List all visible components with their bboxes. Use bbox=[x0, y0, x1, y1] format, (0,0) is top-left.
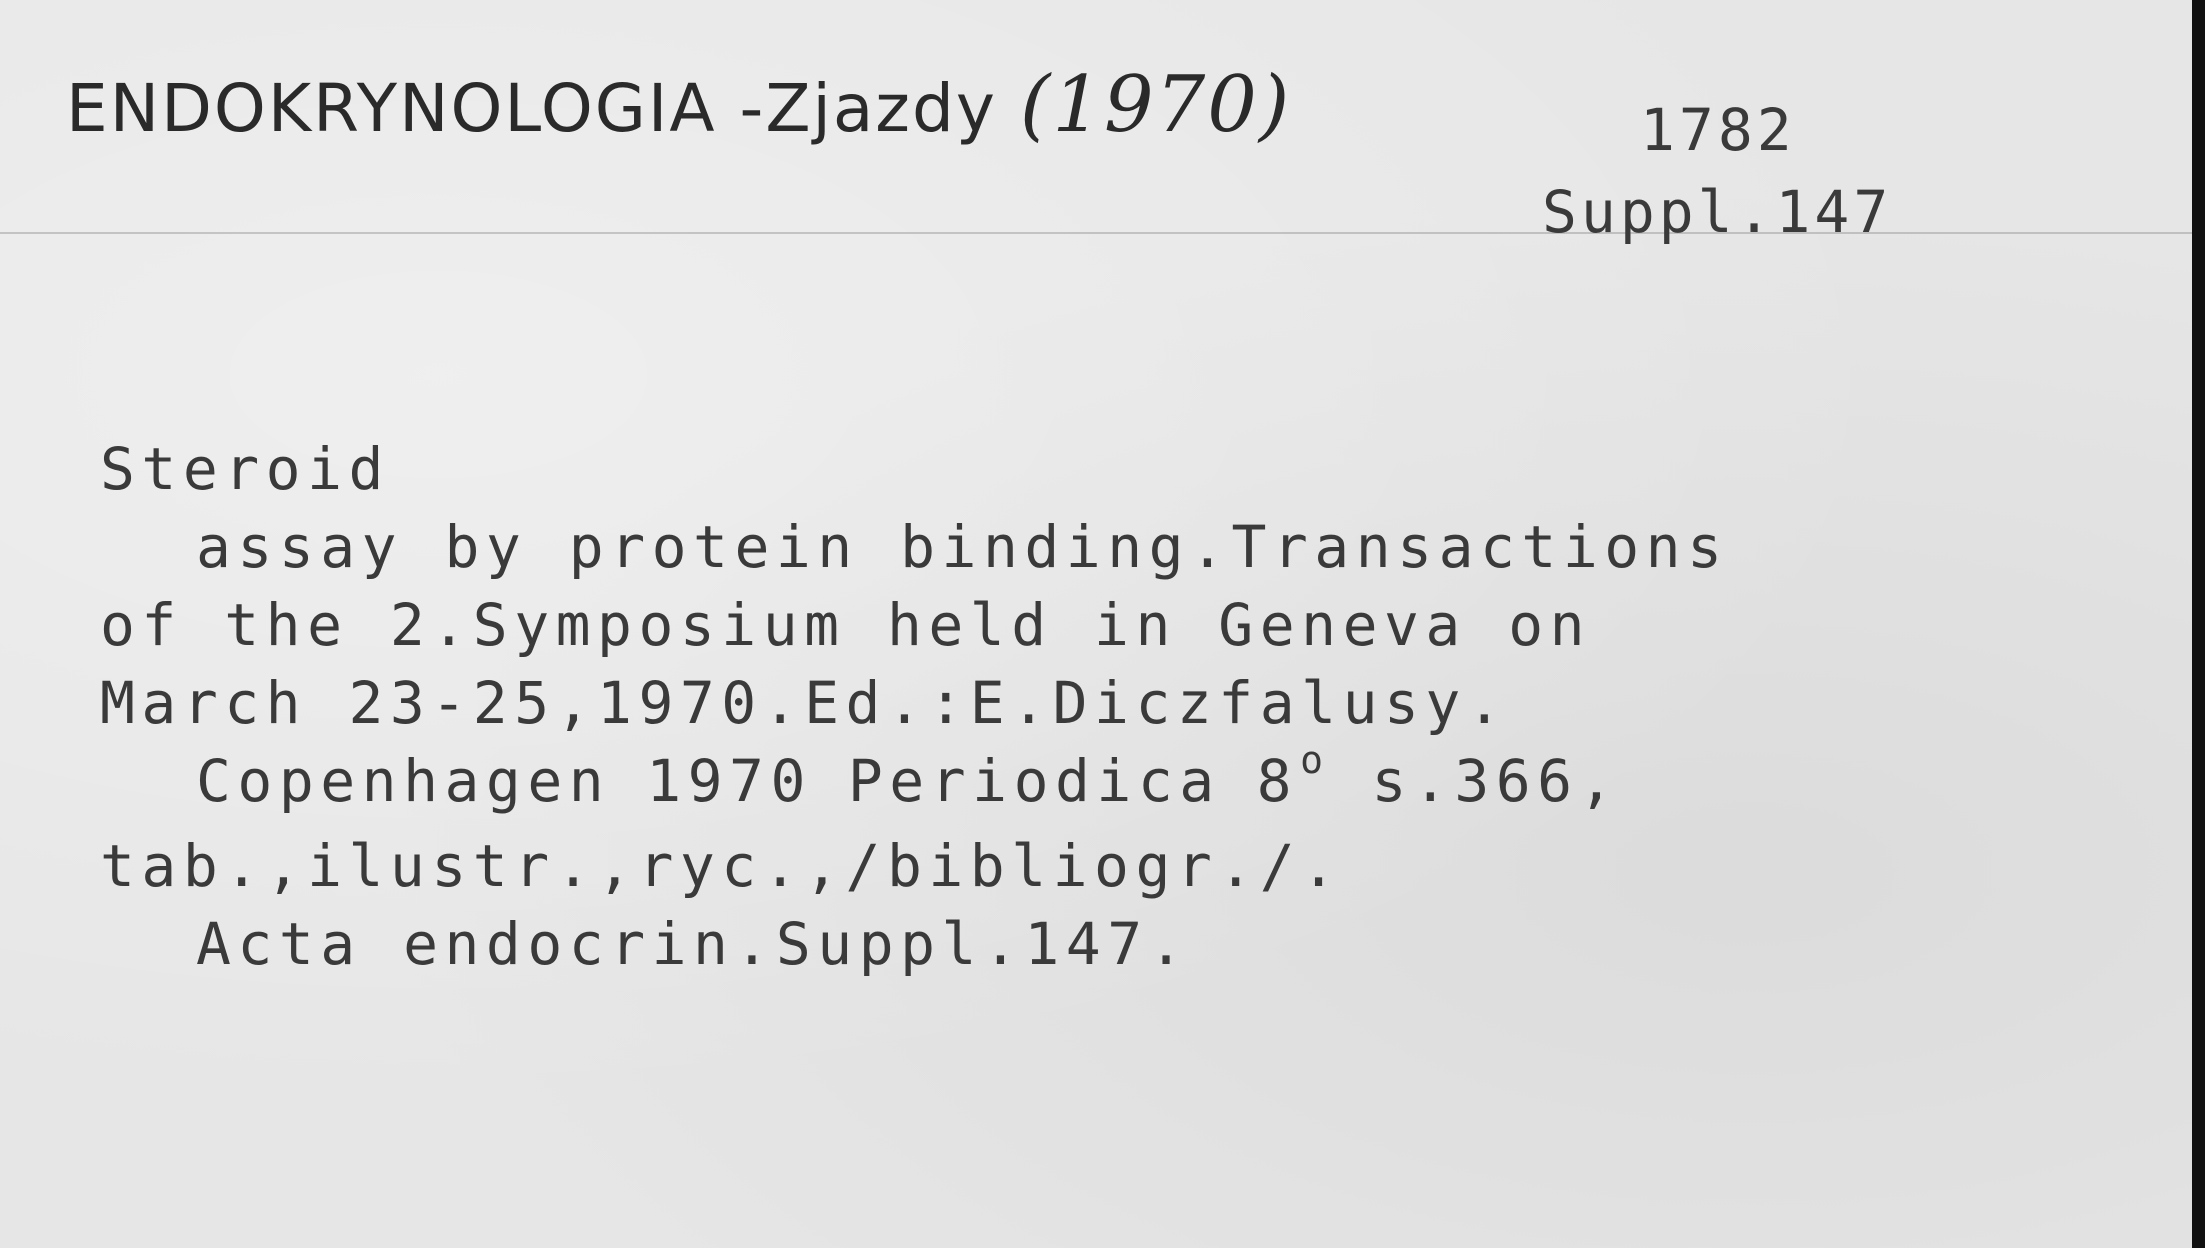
entry-line-conference: of the 2.Symposium held in Geneva on bbox=[100, 591, 1592, 659]
supplement-reference: Suppl.147 bbox=[1542, 178, 1893, 246]
entry-line-title-start: Steroid bbox=[100, 435, 390, 503]
imprint-format-superscript: o bbox=[1300, 738, 1330, 782]
entry-line-imprint bbox=[100, 738, 1729, 827]
imprint-format: 8 bbox=[1256, 747, 1299, 815]
call-number: 1782 bbox=[1640, 96, 1796, 164]
imprint-year: 1970 bbox=[646, 747, 812, 815]
imprint-type: Periodica bbox=[847, 747, 1221, 815]
card-edge-shadow bbox=[2192, 0, 2205, 1248]
entry-line-date-editor: March 23-25,1970.Ed.:E.Diczfalusy. bbox=[100, 669, 1509, 737]
bibliographic-entry bbox=[100, 430, 1729, 983]
subject-heading-year: (1970) bbox=[1019, 60, 1292, 150]
entry-line-physical-description: tab.,ilustr.,ryc.,/bibliogr./. bbox=[100, 832, 1343, 900]
imprint-pages: s.366, bbox=[1371, 747, 1620, 815]
subject-heading-text: ENDOKRYNOLOGIA -Zjazdy bbox=[66, 70, 997, 147]
entry-line-series: Acta endocrin.Suppl.147. bbox=[196, 910, 1191, 978]
entry-line-title: assay by protein binding.Transactions bbox=[196, 513, 1729, 581]
subject-heading bbox=[66, 60, 1291, 150]
imprint-place: Copenhagen bbox=[196, 747, 611, 815]
